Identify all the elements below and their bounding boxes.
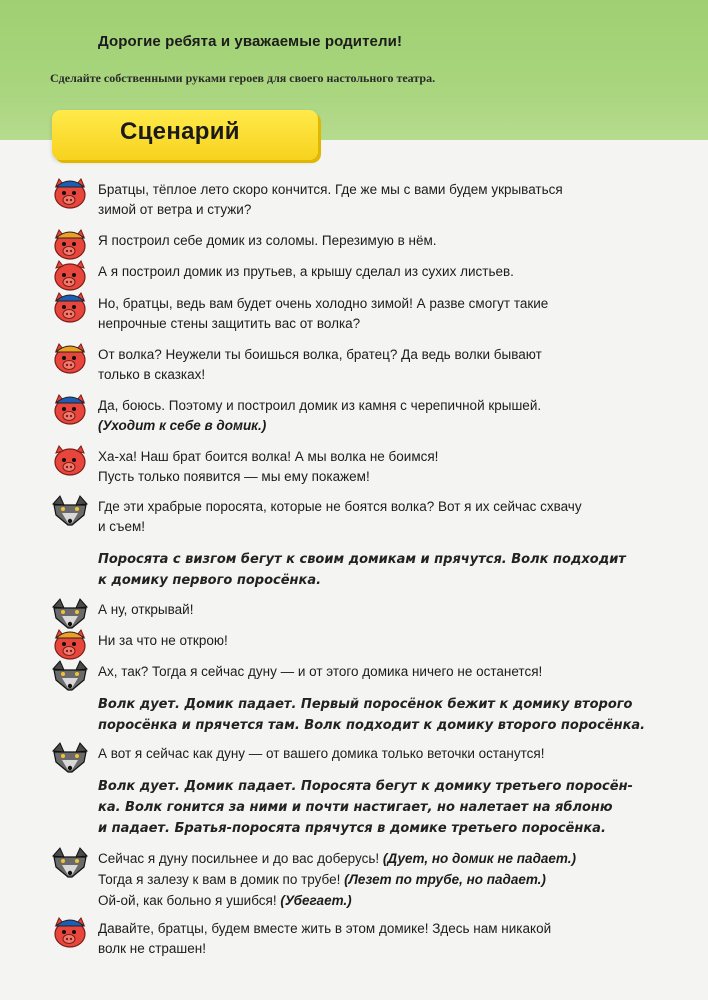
stage-direction: (Лезет по трубе, но падает.) (344, 872, 546, 887)
header-title: Дорогие ребята и уважаемые родители! (98, 33, 403, 50)
pig-blue-cap-icon (50, 917, 90, 949)
dialogue-line: Где эти храбрые поросята, которые не боятся волка? Вот я их сейчас схвачу (98, 499, 582, 514)
stage-direction: Поросята с визгом бегут к своим домикам и прячутся. Волк подходит (98, 552, 626, 567)
dialogue-line: Да, боюсь. Поэтому и построил домик из камня с черепичной крышей. (98, 398, 542, 413)
dialogue-text: Тогда я залезу к вам в домик по трубе! (98, 872, 345, 887)
dialogue-line (98, 870, 546, 890)
dialogue-line: волк не страшен! (98, 941, 206, 956)
wolf-icon (50, 495, 90, 527)
stage-direction: ка. Волк гонится за ними и почти настигает, но налетает на яблоню (98, 800, 613, 815)
dialogue-line: Ах, так? Тогда я сейчас дуну — и от этого домика ничего не останется! (98, 664, 543, 679)
dialogue-line (98, 891, 352, 911)
dialogue-line: только в сказках! (98, 367, 206, 382)
pig-orange-cap-icon (50, 343, 90, 375)
dialogue-text: Ой-ой, как больно я ушибся! (98, 893, 281, 908)
dialogue-line (98, 849, 576, 869)
dialogue-text: Сейчас я дуну посильнее и до вас доберусь! (98, 851, 383, 866)
pig-blue-cap-icon (50, 292, 90, 324)
dialogue-line: непрочные стены защитить вас от волка? (98, 316, 361, 331)
stage-direction: (Дует, но домик не падает.) (382, 851, 576, 866)
dialogue-line: Давайте, братцы, будем вместе жить в этом домике! Здесь нам никакой (98, 921, 552, 936)
stage-direction: и падает. Братья-поросята прячутся в домике третьего поросёнка. (98, 821, 606, 836)
pig-orange-cap-icon (50, 629, 90, 661)
pig-blue-cap-icon (50, 178, 90, 210)
dialogue-line: зимой от ветра и стужи? (98, 202, 252, 217)
stage-direction: поросёнка и прячется там. Волк подходит к домику второго поросёнка. (98, 718, 646, 733)
dialogue-line: От волка? Неужели ты боишься волка, братец? Да ведь волки бывают (98, 347, 542, 362)
stage-direction: к домику первого поросёнка. (98, 573, 322, 588)
section-badge (52, 110, 318, 160)
wolf-icon (50, 847, 90, 879)
wolf-icon (50, 598, 90, 630)
dialogue-line: и съем! (98, 519, 146, 534)
pig-red-icon (50, 260, 90, 292)
section-title: Сценарий (120, 118, 240, 145)
stage-direction: (Убегает.) (280, 893, 352, 908)
dialogue-line: А я построил домик из прутьев, а крышу сделал из сухих листьев. (98, 264, 514, 279)
dialogue-line: А вот я сейчас как дуну — от вашего домика только веточки останутся! (98, 746, 545, 761)
pig-blue-cap-icon (50, 394, 90, 426)
dialogue-line: Ха-ха! Наш брат боится волка! А мы волка не боимся! (98, 449, 439, 464)
header-subtitle: Сделайте собственными руками героев для своего настольного театра. (50, 71, 436, 85)
stage-direction: (Уходит к себе в домик.) (98, 418, 267, 433)
dialogue-line: А ну, открывай! (98, 602, 194, 617)
dialogue-line: Ни за что не открою! (98, 633, 228, 648)
wolf-icon (50, 660, 90, 692)
pig-orange-cap-icon (50, 229, 90, 261)
stage-direction: Волк дует. Домик падает. Поросята бегут к домику третьего поросён- (98, 779, 633, 794)
wolf-icon (50, 742, 90, 774)
stage-line (98, 416, 266, 436)
pig-red-icon (50, 445, 90, 477)
stage-direction: Волк дует. Домик падает. Первый поросёнок бежит к домику второго (98, 697, 633, 712)
dialogue-line: Но, братцы, ведь вам будет очень холодно зимой! А разве смогут такие (98, 296, 549, 311)
dialogue-line: Я построил себе домик из соломы. Перезимую в нём. (98, 233, 437, 248)
dialogue-line: Пусть только появится — мы ему покажем! (98, 469, 370, 484)
dialogue-line: Братцы, тёплое лето скоро кончится. Где же мы с вами будем укрываться (98, 182, 563, 197)
